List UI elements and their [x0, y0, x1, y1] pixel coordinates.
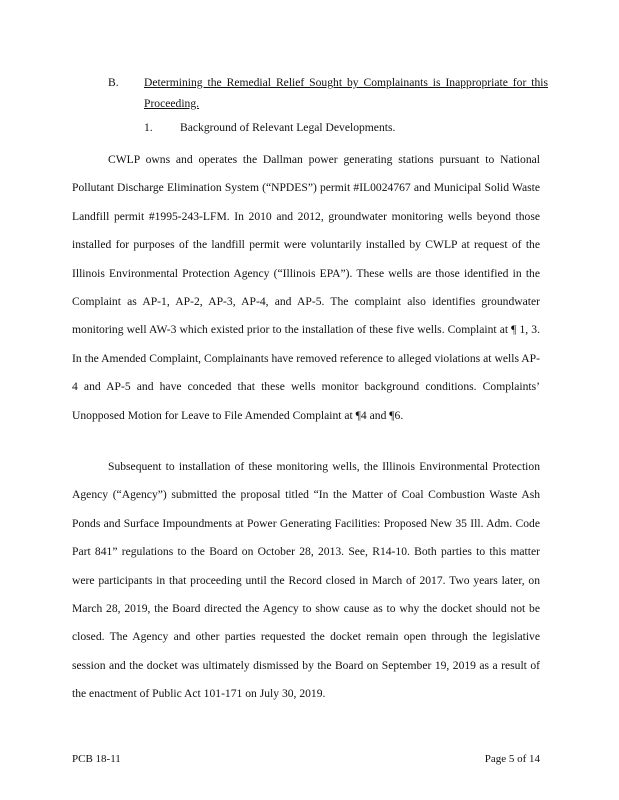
body-paragraph-2: Subsequent to installation of these monitoring wells, the Illinois Environmental Protection Agency (“Agency”) submitted the proposal titled “In the Matter of Coal Combustion Waste Ash Ponds and Surface Impoundments at Power Generating Facilities: Proposed New 35 Ill. Adm. Code Part 841” regulations to the Board on October 28, 2013. See, R14-10. Both parties to this matter were participants in that proceeding until the Record closed in March of 2017. Two years later, on March 28, 2019, the Board directed the Agency to show cause as to why the docket should not be closed. The Agency and other parties requested the docket remain open through the legislative session and the docket was ultimately dismissed by the Board on September 19, 2019 as a result of the enactment of Public Act 101-171 on July 30, 2019.	[72, 460, 540, 701]
subsection-number: 1.	[144, 121, 153, 134]
body-paragraph-1: CWLP owns and operates the Dallman power generating stations pursuant to National Pollutant Discharge Elimination System (“NPDES”) permit #IL0024767 and Municipal Solid Waste Landfill permit #1995-243-LFM. In 2010 and 2012, groundwater monitoring wells beyond those installed for purposes of the landfill permit were voluntarily installed by CWLP at request of the Illinois Environmental Protection Agency (“Illinois EPA”). These wells are those identified in the Complaint as AP-1, AP-2, AP-3, AP-4, and AP-5. The complaint also identifies groundwater monitoring well AW-3 which existed prior to the installation of these five wells. Complaint at ¶ 1, 3. In the Amended Complaint, Complainants have removed reference to alleged violations at wells AP-4 and AP-5 and have conceded that these wells monitor background conditions. Complaints’ Unopposed Motion for Leave to File Amended Complaint at ¶4 and ¶6.	[72, 153, 540, 422]
footer-case-number: PCB 18-11	[72, 753, 121, 765]
footer-page-number: Page 5 of 14	[484, 753, 540, 765]
section-letter: B.	[108, 76, 119, 89]
section-title: Determining the Remedial Relief Sought by Complainants is Inappropriate for this Proceeding.	[144, 76, 548, 110]
subsection-title: Background of Relevant Legal Developments.	[180, 121, 396, 134]
